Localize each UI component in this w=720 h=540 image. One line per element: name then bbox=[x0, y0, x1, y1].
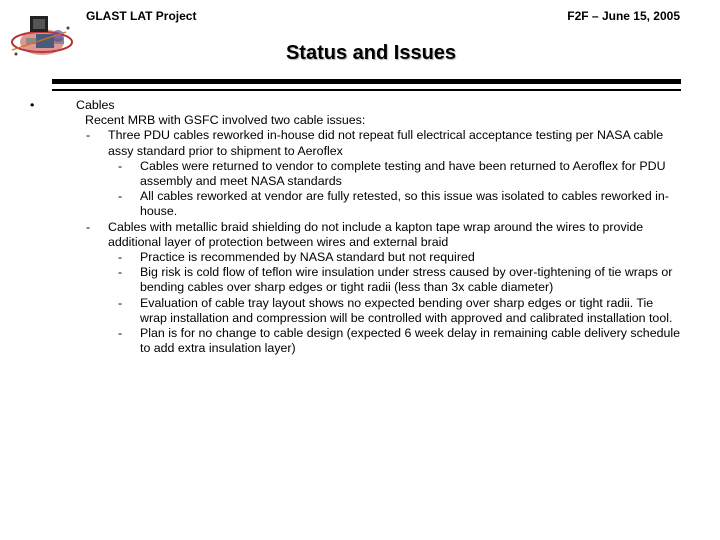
sub-text: All cables reworked at vendor are fully retested, so this issue was isolated to cables reworked in-house. bbox=[140, 189, 669, 219]
sub-item bbox=[30, 189, 680, 219]
sub-text: Cables were returned to vendor to complete testing and have been returned to Aeroflex for PDU assembly and meet NASA standards bbox=[140, 158, 666, 189]
sub-text: Plan is for no change to cable design (expected 6 week delay in remaining cable delivery schedule to add extra insulation layer) bbox=[140, 326, 681, 356]
issue-item bbox=[30, 220, 680, 250]
dash: - bbox=[118, 189, 123, 204]
list-item-cables bbox=[30, 98, 680, 113]
dash: - bbox=[118, 158, 123, 173]
title-rule-thin bbox=[52, 89, 681, 91]
dash: - bbox=[86, 219, 91, 234]
sub-item bbox=[30, 326, 680, 356]
sub-text: Practice is recommended by NASA standard but not required bbox=[140, 250, 475, 265]
sub-item bbox=[30, 250, 680, 265]
issue-text: Three PDU cables reworked in-house did not repeat full electrical acceptance testing per NASA cable assy standard prior to shipment to Aeroflex bbox=[108, 128, 664, 158]
intro-line: Recent MRB with GSFC involved two cable issues: bbox=[85, 113, 366, 128]
bullet: • bbox=[30, 98, 35, 112]
sub-item bbox=[30, 159, 680, 189]
sub-text: Big risk is cold flow of teflon wire insulation under stress caused by over-tightening of tie wraps or bending cables over sharp edges or tight radii (less than 3x cable diameter) bbox=[140, 265, 673, 295]
dash: - bbox=[118, 265, 123, 280]
sub-item bbox=[30, 265, 680, 295]
slide-content bbox=[30, 98, 680, 356]
project-name: GLAST LAT Project bbox=[86, 9, 197, 23]
dash: - bbox=[118, 326, 123, 341]
sub-text: Evaluation of cable tray layout shows no expected bending over sharp edges or tight radii. Tie wrap installation and compression will be controlled with approved and calibrated installation tool. bbox=[140, 295, 673, 325]
dash: - bbox=[86, 128, 91, 143]
slide-title: Status and Issues bbox=[285, 42, 457, 64]
issue-text: Cables with metallic braid shielding do not include a kapton tape wrap around the wires to provide additional layer of protection between wires and external braid bbox=[108, 219, 644, 249]
title-rule-thick bbox=[52, 79, 681, 84]
issue-item bbox=[30, 128, 680, 158]
topic-text: Cables bbox=[76, 98, 115, 112]
meeting-date: F2F – June 15, 2005 bbox=[567, 9, 680, 23]
dash: - bbox=[118, 295, 123, 310]
dash: - bbox=[118, 250, 123, 265]
sub-item bbox=[30, 296, 680, 326]
